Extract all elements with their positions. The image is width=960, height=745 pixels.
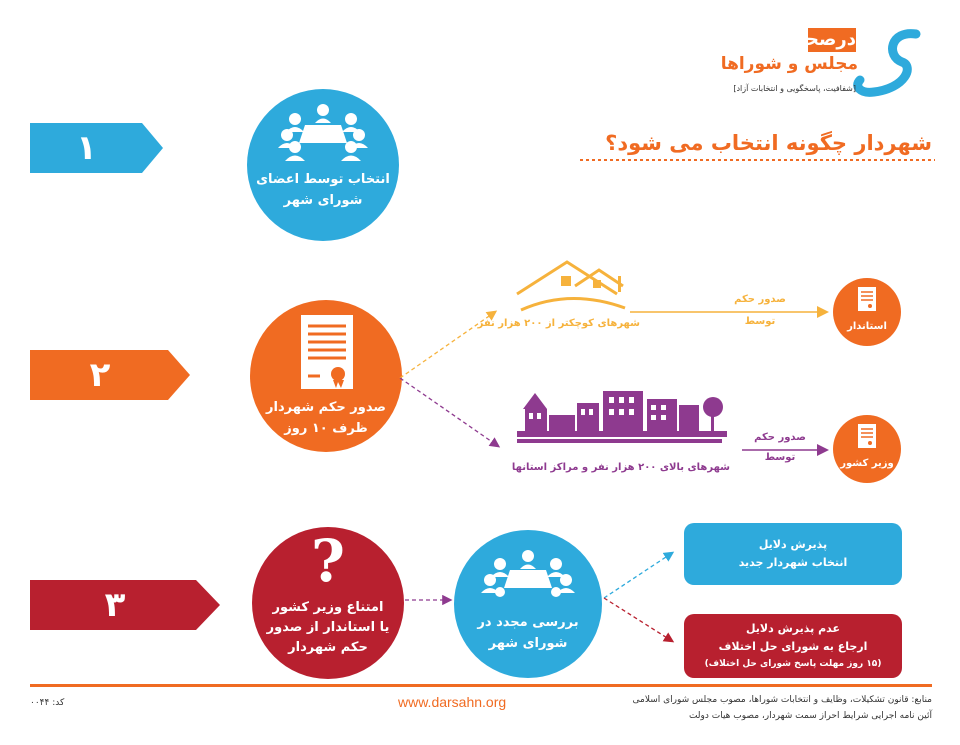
reject-line-2: ارجاع به شورای حل اختلاف <box>718 640 868 653</box>
arrow-to-reject <box>604 598 672 641</box>
accept-line-2: انتخاب شهردار جدید <box>738 556 848 569</box>
logo-name: مجلس و شوراها <box>720 54 858 74</box>
reject-reasons-box <box>684 614 902 678</box>
interior-minister-label: وزیر کشور <box>840 458 894 469</box>
step-3-number: ۳ <box>104 585 126 625</box>
document-icon <box>858 424 876 448</box>
step-1-label-line-2: شورای شهر <box>283 193 363 208</box>
reject-line-3: (۱۵ روز مهلت پاسخ شورای حل اختلاف) <box>704 659 882 669</box>
reject-line-1: عدم پذیرش دلایل <box>745 622 840 635</box>
logo-tagline: [شفافیت، پاسخگویی و انتخابات آزاد] <box>733 84 856 93</box>
footer-code: کد: ۰۰۴۴ <box>30 698 65 708</box>
step-3-label-line-1: امتناع وزیر کشور <box>272 600 384 615</box>
website-link[interactable]: www.darsahn.org <box>398 694 507 710</box>
review-label-line-1: بررسی مجدد در <box>477 615 579 630</box>
question-mark-icon: ? <box>311 527 345 595</box>
accept-line-1: پذیرش دلایل <box>758 538 828 551</box>
big-city-label: شهرهای بالای ۲۰۰ هزار نفر و مراکز استانها <box>511 462 730 473</box>
review-label-line-2: شورای شهر <box>488 636 568 651</box>
step-2-number: ۲ <box>89 355 111 395</box>
big-issue-line-1: صدور حکم <box>754 432 806 443</box>
step-3-label-line-2: یا استاندار از صدور <box>266 620 390 635</box>
small-issue-line-1: صدور حکم <box>734 294 786 305</box>
footer-divider <box>30 684 932 687</box>
arrow-to-big-cities <box>400 378 498 446</box>
small-city-houses-icon <box>515 258 630 313</box>
governor-label: استاندار <box>847 321 887 332</box>
logo-brand: درصحن <box>789 29 856 50</box>
big-issue-line-2: توسط <box>764 452 796 463</box>
footer-source-1: منابع: قانون تشکیلات، وظایف و انتخابات شوراها، مصوب مجلس شورای اسلامی <box>632 695 932 705</box>
big-city-skyline-icon <box>517 385 727 445</box>
step-1-number: ۱ <box>76 128 97 168</box>
step-1-label-line-1: انتخاب توسط اعضای <box>256 172 390 187</box>
step-2-label-line-2: ظرف ۱۰ روز <box>284 421 368 436</box>
accept-reasons-box <box>684 523 902 585</box>
document-icon <box>858 287 876 311</box>
governor-circle <box>833 278 901 346</box>
arrow-to-accept <box>604 553 672 598</box>
footer-source-2: آئین نامه اجرایی شرایط احراز سمت شهردار، مصوب هیات دولت <box>688 711 932 721</box>
small-issue-line-2: توسط <box>744 316 776 327</box>
page-title: شهردار چگونه انتخاب می شود؟ <box>605 131 932 155</box>
small-city-label: شهرهای کوچکتر از ۲۰۰ هزار نفر <box>477 318 640 329</box>
step-2-label-line-1: صدور حکم شهردار <box>266 400 386 415</box>
interior-minister-circle <box>833 415 901 483</box>
step-3-label-line-3: حکم شهردار <box>288 640 368 655</box>
